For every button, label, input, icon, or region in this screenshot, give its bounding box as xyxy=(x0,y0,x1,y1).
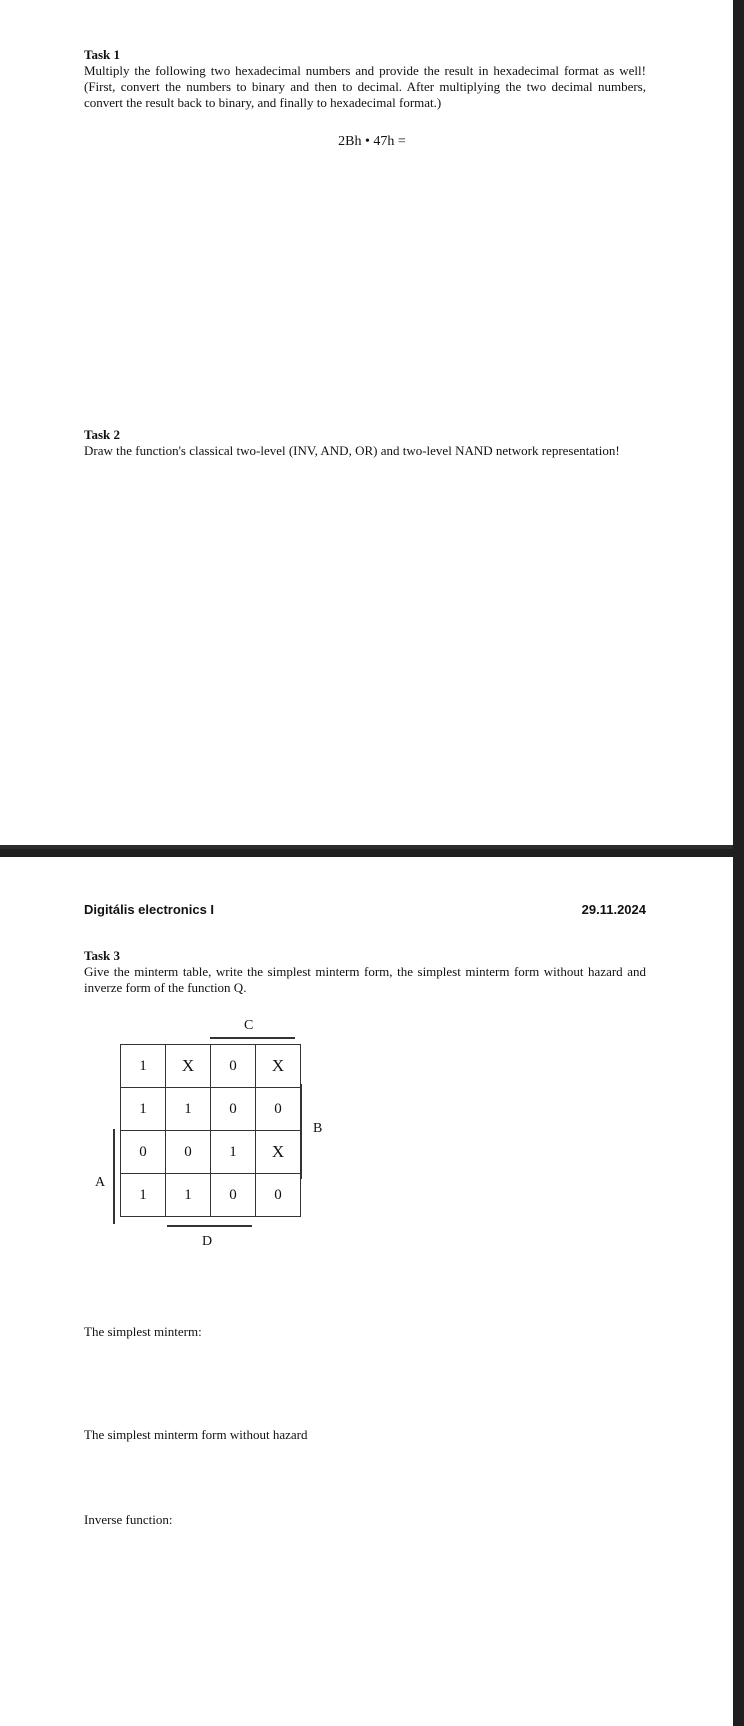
kmap-row xyxy=(121,1045,301,1088)
kmap-cell: 1 xyxy=(121,1174,166,1217)
task3-title: Task 3 xyxy=(84,948,121,963)
kmap-cell: 0 xyxy=(211,1174,256,1217)
kmap-cell: 0 xyxy=(256,1088,301,1131)
kmap-cell: 1 xyxy=(121,1088,166,1131)
kmap-cell: 0 xyxy=(256,1174,301,1217)
page-separator xyxy=(0,845,744,857)
task3-block xyxy=(84,948,646,996)
kmap-cell: 0 xyxy=(211,1045,256,1088)
b-label: B xyxy=(313,1121,323,1136)
task1-title: Task 1 xyxy=(84,47,121,62)
kmap-cell: X xyxy=(256,1131,301,1174)
b-variable-bar xyxy=(300,1084,302,1179)
course-title: Digitális electronics I xyxy=(84,902,215,917)
task2-block xyxy=(84,427,646,459)
kmap-cell: 1 xyxy=(166,1174,211,1217)
kmap-cell: X xyxy=(166,1045,211,1088)
no-hazard-minterm-label: The simplest minterm form without hazard xyxy=(84,1427,308,1442)
karnaugh-map xyxy=(120,1044,301,1217)
inverse-function-label: Inverse function: xyxy=(84,1512,173,1527)
kmap-cell: X xyxy=(256,1045,301,1088)
viewer-scrollbar-edge xyxy=(733,0,744,1726)
task1-equation: 2Bh • 47h = xyxy=(338,134,406,149)
kmap-row xyxy=(121,1174,301,1217)
kmap-cell: 0 xyxy=(166,1131,211,1174)
c-variable-bar xyxy=(210,1037,295,1039)
task2-title: Task 2 xyxy=(84,427,121,442)
kmap-cell: 1 xyxy=(211,1131,256,1174)
kmap-row xyxy=(121,1131,301,1174)
kmap-row xyxy=(121,1088,301,1131)
kmap-cell: 0 xyxy=(211,1088,256,1131)
exam-date: 29.11.2024 xyxy=(581,902,646,917)
kmap-cell: 1 xyxy=(166,1088,211,1131)
simplest-minterm-label: The simplest minterm: xyxy=(84,1324,202,1339)
task2-description: Draw the function's classical two-level (INV, AND, OR) and two-level NAND network representation! xyxy=(84,443,620,458)
a-label: A xyxy=(95,1175,106,1190)
kmap-cell: 0 xyxy=(121,1131,166,1174)
c-label: C xyxy=(244,1018,254,1033)
task1-block xyxy=(84,47,646,111)
a-variable-bar xyxy=(113,1129,115,1224)
d-label: D xyxy=(202,1234,213,1249)
kmap-cell: 1 xyxy=(121,1045,166,1088)
task3-description: Give the minterm table, write the simplest minterm form, the simplest minterm form without hazard and inverze form of the function Q. xyxy=(84,964,646,995)
task1-description: Multiply the following two hexadecimal numbers and provide the result in hexadecimal format as well! (First, convert the numbers to binary and then to decimal. After multiplying the two decimal numbers, convert the result back to binary, and finally to hexadecimal format.) xyxy=(84,63,646,110)
d-variable-bar xyxy=(167,1225,252,1227)
